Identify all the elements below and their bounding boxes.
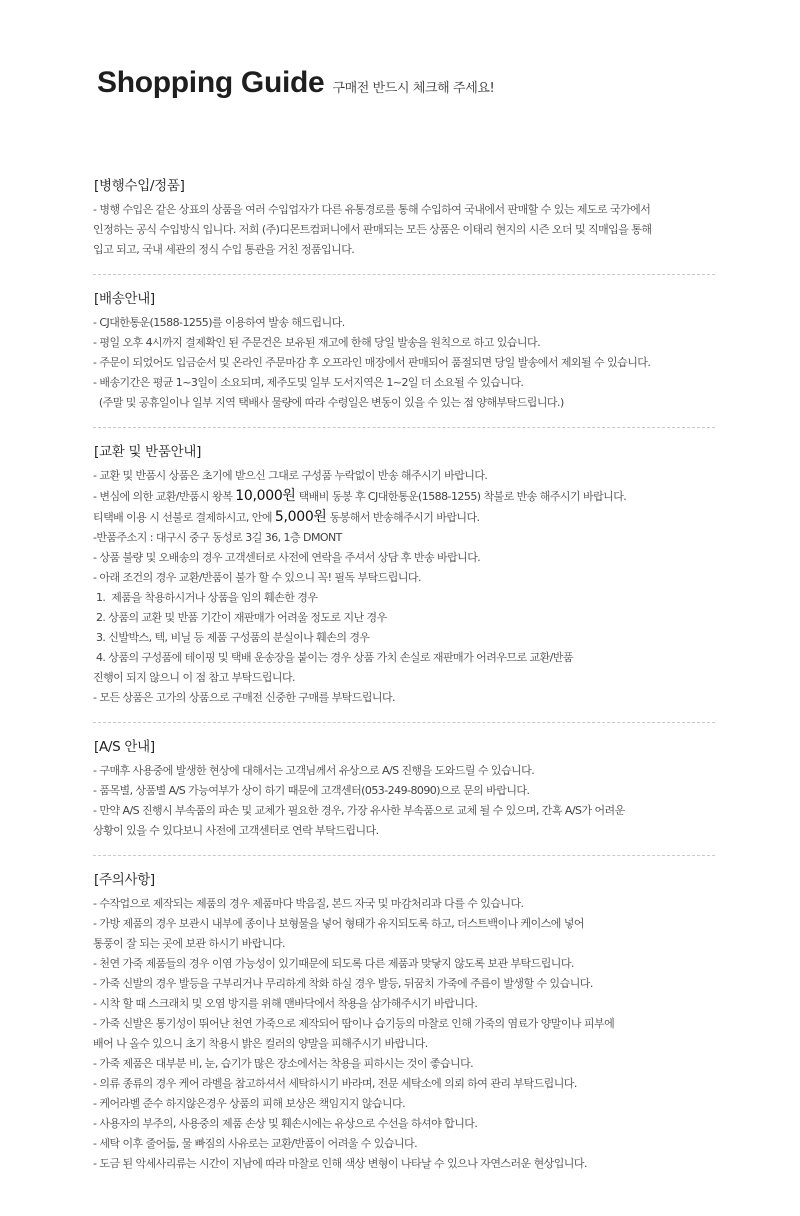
line-text: - 변심에 의한 교환/반품시 왕복 [93,490,236,503]
section-title: [병행수입/정품] [94,178,185,194]
guide-content [93,176,715,1174]
line-text: 티택배 이용 시 선불로 결제하시고, 안에 [93,511,275,524]
guide-line: - 아래 조건의 경우 교환/반품이 불가 할 수 있으니 꼭! 필독 부탁드립니다. [93,571,421,584]
guide-line: - 가방 제품의 경우 보관시 내부에 종이나 보형물을 넣어 형태가 유지되도록 하고, 더스트백이나 케이스에 넣어 [93,917,584,930]
condition-item: 2. 상품의 교환 및 반품 기간이 재판매가 어려울 정도로 지난 경우 [93,611,387,624]
highlight-amount: 5,000원 [274,509,327,525]
page-title: Shopping Guide [97,66,325,99]
section-exchange-return [93,442,715,708]
guide-line: - 케어라벨 준수 하지않은경우 상품의 피해 보상은 책임지지 않습니다. [93,1097,406,1110]
guide-line: - 상품 불량 및 오배송의 경우 고객센터로 사전에 연락을 주셔서 상담 후 반송 바랍니다. [93,551,481,564]
guide-line: - 교환 및 반품시 상품은 초기에 받으신 그대로 구성품 누락없이 반송 해주시기 바랍니다. [93,469,488,482]
page-subtitle: 구매전 반드시 체크해 주세요! [332,81,495,96]
highlight-amount: 10,000원 [235,488,296,504]
section-title: [배송안내] [94,291,155,307]
guide-line: - 품목별, 상품별 A/S 가능여부가 상이 하기 때문에 고객센터(053-249-8090)으로 문의 바랍니다. [93,784,530,797]
guide-line: - CJ대한통운(1588-1255)를 이용하여 발송 해드립니다. [93,316,345,329]
section-cautions [93,870,715,1174]
section-divider [93,427,715,428]
condition-item: 3. 신발박스, 텍, 비닐 등 제품 구성품의 분실이나 훼손의 경우 [93,631,370,644]
guide-line: - 병행 수입은 같은 상표의 상품을 여러 수입업자가 다른 유통경로를 통해 수입하여 국내에서 판매할 수 있는 제도로 국가에서 [93,203,651,216]
guide-line: 입고 되고, 국내 세관의 정식 수입 통관을 거친 정품입니다. [93,243,355,256]
section-shipping [93,289,715,413]
section-divider [93,274,715,275]
guide-line-prepaid-fee [93,507,715,528]
guide-line: - 가죽 제품은 대부분 비, 눈, 습기가 많은 장소에서는 착용을 피하시는 것이 좋습니다. [93,1057,474,1070]
guide-line: - 시착 할 때 스크래치 및 오염 방지를 위해 맨바닥에서 착용을 삼가해주시기 바랍니다. [93,997,478,1010]
guide-line: - 수작업으로 제작되는 제품의 경우 제품마다 박음질, 본드 자국 및 마감처리과 다를 수 있습니다. [93,897,524,910]
condition-item: 4. 상품의 구성품에 테이핑 및 택배 운송장을 붙이는 경우 상품 가치 손실로 재판매가 어려우므로 교환/반품 [93,651,573,664]
guide-line: (주말 및 공휴일이나 일부 지역 택배사 물량에 따라 수령일은 변동이 있을 수 있는 점 양해부탁드립니다.) [93,396,564,409]
guide-line: - 배송기간은 평균 1~3일이 소요되며, 제주도및 일부 도서지역은 1~2일 더 소요될 수 있습니다. [93,376,524,389]
guide-line: - 만약 A/S 진행시 부속품의 파손 및 교체가 필요한 경우, 가장 유사한 부속품으로 교체 될 수 있으며, 간혹 A/S가 어려운 [93,804,625,817]
guide-line: 배어 나 올수 있으니 초기 착용시 밝은 컬러의 양말을 피해주시기 바랍니다. [93,1037,428,1050]
guide-line: - 세탁 이후 줄어듦, 물 빠짐의 사유로는 교환/반품이 어려울 수 있습니다. [93,1137,418,1150]
guide-line: - 천연 가죽 제품들의 경우 이염 가능성이 있기때문에 되도록 다른 제품과 맞닿지 않도록 보관 부탁드립니다. [93,957,574,970]
section-title: [주의사항] [94,872,155,888]
guide-line: 통풍이 잘 되는 곳에 보관 하시기 바랍니다. [93,937,285,950]
guide-line: - 의류 종류의 경우 케어 라벨을 참고하셔서 세탁하시기 바라며, 전문 세탁소에 의뢰 하여 관리 부탁드립니다. [93,1077,577,1090]
section-divider [93,722,715,723]
section-as [93,737,715,841]
guide-line: - 평일 오후 4시까지 결제확인 된 주문건은 보유된 재고에 한해 당일 발송을 원칙으로 하고 있습니다. [93,336,541,349]
guide-line: 진행이 되지 않으니 이 점 참고 부탁드립니다. [93,671,295,684]
section-title: [A/S 안내] [94,739,155,755]
guide-line: - 구매후 사용중에 발생한 현상에 대해서는 고객님께서 유상으로 A/S 진행을 도와드릴 수 있습니다. [93,764,535,777]
guide-line-shipping-fee [93,486,715,507]
guide-line: 인정하는 공식 수입방식 입니다. 저희 (주)디몬트컴퍼니에서 판매되는 모든 상품은 이태리 현지의 시즌 오더 및 직매입을 통해 [93,223,652,236]
condition-item: 1. 제품을 착용하시거나 상품을 임의 훼손한 경우 [93,591,318,604]
guide-line: - 사용자의 부주의, 사용중의 제품 손상 및 훼손시에는 유상으로 수선을 하셔야 합니다. [93,1117,478,1130]
section-title: [교환 및 반품안내] [94,444,202,460]
section-divider [93,855,715,856]
line-text: 동봉해서 반송해주시기 바랍니다. [326,511,480,524]
guide-line: - 주문이 되었어도 입금순서 및 온라인 주문마감 후 오프라인 매장에서 판매되어 품절되면 당일 발송에서 제외될 수 있습니다. [93,356,651,369]
line-text: 택배비 동봉 후 CJ대한통운(1588-1255) 착불로 반송 해주시기 바랍니다. [295,490,627,503]
guide-line-return-address: -반품주소지 : 대구시 중구 동성로 3길 36, 1층 DMONT [93,531,342,544]
guide-line: 상황이 있을 수 있다보니 사전에 고객센터로 연락 부탁드립니다. [93,824,379,837]
guide-line: - 도금 된 악세사리류는 시간이 지남에 따라 마찰로 인해 색상 변형이 나타날 수 있으나 자연스러운 현상입니다. [93,1157,587,1170]
guide-line: - 가죽 신발은 통기성이 뛰어난 천연 가죽으로 제작되어 땀이나 습기등의 마찰로 인해 가죽의 염료가 양말이나 피부에 [93,1017,615,1030]
guide-line: - 모든 상품은 고가의 상품으로 구매전 신중한 구매를 부탁드립니다. [93,691,395,704]
guide-line: - 가죽 신발의 경우 발등을 구부리거나 무리하게 착화 하실 경우 발등, 뒤꿈치 가죽에 주름이 발생할 수 있습니다. [93,977,593,990]
section-parallel-import [93,176,715,260]
page-header [97,66,494,100]
